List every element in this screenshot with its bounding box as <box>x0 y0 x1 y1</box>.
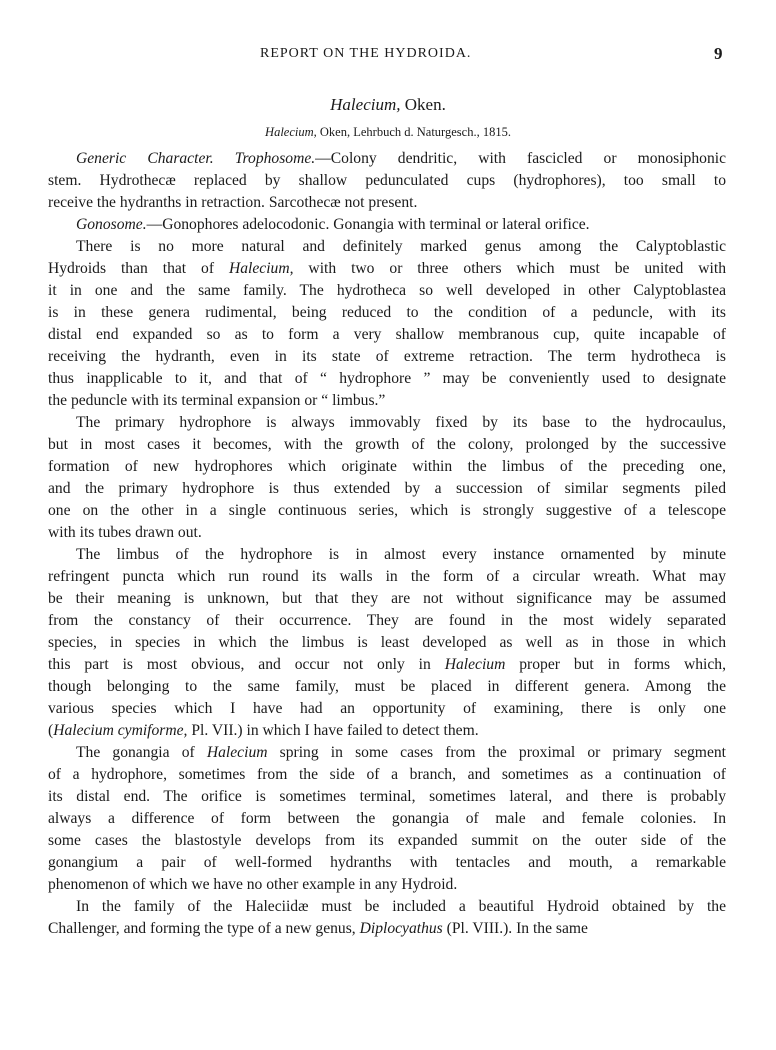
genus-heading-author: Oken. <box>400 95 446 114</box>
text-line <box>48 456 726 478</box>
genus-heading-name: Halecium, <box>330 95 401 114</box>
body-text <box>48 148 726 940</box>
paragraph <box>48 214 726 236</box>
text-run: receive the hydranths in retraction. Sarcothecæ not present. <box>48 194 418 211</box>
text-line <box>48 258 726 280</box>
text-run: spring in some cases from the proximal or primary segment <box>267 744 726 761</box>
text-run: its distal end. The orifice is sometimes terminal, sometimes lateral, and there is probably <box>48 788 726 805</box>
text-run: receiving the hydranth, even in its state of extreme retraction. The term hydrotheca is <box>48 348 726 365</box>
text-run: though belonging to the same family, must be placed in different genera. Among the <box>48 678 726 695</box>
text-line <box>48 808 726 830</box>
italic-run: Halecium, <box>228 260 294 277</box>
italic-run: Diplocyathus <box>359 920 443 937</box>
text-run: —Colony dendritic, with fascicled or monosiphonic <box>315 150 726 167</box>
text-run: the peduncle with its terminal expansion or “ limbus.” <box>48 392 386 409</box>
text-line <box>48 786 726 808</box>
italic-run: Halecium cymiforme, <box>53 722 188 739</box>
text-run: proper but in forms which, <box>505 656 726 673</box>
text-run: There is no more natural and definitely marked genus among the Calyptoblastic <box>76 238 726 255</box>
text-run: refringent puncta which run round its walls in the form of a circular wreath. What may <box>48 568 726 585</box>
genus-heading <box>0 95 776 115</box>
text-line <box>48 280 726 302</box>
text-line <box>48 918 726 940</box>
text-run: but in most cases it becomes, with the growth of the colony, prolonged by the successive <box>48 436 726 453</box>
text-line <box>48 368 726 390</box>
text-line <box>48 192 726 214</box>
italic-run: Gonosome. <box>76 216 147 233</box>
text-run: from the constancy of their occurrence. They are found in the most widely separated <box>48 612 726 629</box>
running-title: REPORT ON THE HYDROIDA. <box>260 46 472 61</box>
genus-reference <box>0 125 776 140</box>
italic-run: Trophosome. <box>234 150 316 167</box>
text-run: The limbus of the hydrophore is in almost every instance ornamented by minute <box>76 546 726 563</box>
italic-run: Halecium <box>444 656 506 673</box>
paragraph <box>48 544 726 742</box>
text-line <box>48 742 726 764</box>
text-line <box>48 324 726 346</box>
genus-reference-name: Halecium, <box>265 125 317 139</box>
paragraph <box>48 412 726 544</box>
text-run: is in these genera rudimental, being reduced to the condition of a peduncle, with its <box>48 304 726 321</box>
text-run: gonangium a pair of well-formed hydranths with tentacles and mouth, a remarkable <box>48 854 726 871</box>
text-line <box>48 302 726 324</box>
text-line <box>48 874 726 896</box>
text-line <box>48 720 726 742</box>
text-run: with two or three others which must be united with <box>293 260 726 277</box>
text-run: some cases the blastostyle develops from its expanded summit on the outer side of the <box>48 832 726 849</box>
text-line <box>48 346 726 368</box>
text-line <box>48 434 726 456</box>
text-line <box>48 390 726 412</box>
text-line <box>48 588 726 610</box>
text-run: distal end expanded so as to form a very shallow membranous cup, quite incapable of <box>48 326 726 343</box>
text-run: (Pl. VIII.). In the same <box>442 920 588 937</box>
text-line <box>48 478 726 500</box>
text-run: always a difference of form between the gonangia of male and female colonies. In <box>48 810 726 827</box>
text-run: of a hydrophore, sometimes from the side of a branch, and sometimes as a continuation of <box>48 766 726 783</box>
text-run: The primary hydrophore is always immovably fixed by its base to the hydrocaulus, <box>76 414 726 431</box>
text-line <box>48 500 726 522</box>
text-run: various species which I have had an opportunity of examining, there is only one <box>48 700 726 717</box>
text-line <box>48 610 726 632</box>
text-line <box>48 764 726 786</box>
italic-run: Halecium <box>206 744 268 761</box>
text-line <box>48 236 726 258</box>
text-run: The gonangia of <box>76 744 207 761</box>
text-run: this part is most obvious, and occur not only in <box>48 656 445 673</box>
text-line <box>48 852 726 874</box>
text-run: phenomenon of which we have no other example in any Hydroid. <box>48 876 458 893</box>
text-line <box>48 676 726 698</box>
text-run: formation of new hydrophores which originate within the limbus of the preceding one, <box>48 458 726 475</box>
text-run: be their meaning is unknown, but that they are not without significance may be assumed <box>48 590 726 607</box>
text-run: thus inapplicable to it, and that of “ hydrophore ” may be conveniently used to designate <box>48 370 726 387</box>
text-line <box>48 698 726 720</box>
text-line <box>48 544 726 566</box>
text-run: one on the other in a single continuous series, which is strongly suggestive of a telescope <box>48 502 726 519</box>
text-run: ( <box>48 722 54 739</box>
text-line <box>48 412 726 434</box>
text-run: Hydroids than that of <box>48 260 229 277</box>
text-run: Challenger, and forming the type of a new genus, <box>48 920 360 937</box>
text-run: with its tubes drawn out. <box>48 524 202 541</box>
paragraph <box>48 236 726 412</box>
paragraph <box>48 896 726 940</box>
paragraph <box>48 742 726 896</box>
page-number: 9 <box>714 44 724 63</box>
text-run: and the primary hydrophore is thus extended by a succession of similar segments piled <box>48 480 726 497</box>
text-line <box>48 214 726 236</box>
genus-reference-citation: Oken, Lehrbuch d. Naturgesch., 1815. <box>316 125 511 139</box>
text-run: species, in species in which the limbus is least developed as well as in those in which <box>48 634 726 651</box>
text-run: In the family of the Haleciidæ must be included a beautiful Hydroid obtained by the <box>76 898 726 915</box>
text-run <box>214 150 235 167</box>
text-line <box>48 830 726 852</box>
text-run: Pl. VII.) in which I have failed to detect them. <box>187 722 479 739</box>
text-line <box>48 896 726 918</box>
text-line <box>48 148 726 170</box>
text-line <box>48 170 726 192</box>
text-line <box>48 566 726 588</box>
text-run: stem. Hydrothecæ replaced by shallow pedunculated cups (hydrophores), too small to <box>48 172 726 189</box>
text-run: —Gonophores adelocodonic. Gonangia with terminal or lateral orifice. <box>146 216 590 233</box>
text-line <box>48 654 726 676</box>
text-line <box>48 632 726 654</box>
text-run: it in one and the same family. The hydrotheca so well developed in other Calyptoblastea <box>48 282 726 299</box>
italic-run: Generic Character. <box>76 150 214 167</box>
paragraph <box>48 148 726 214</box>
text-line <box>48 522 726 544</box>
